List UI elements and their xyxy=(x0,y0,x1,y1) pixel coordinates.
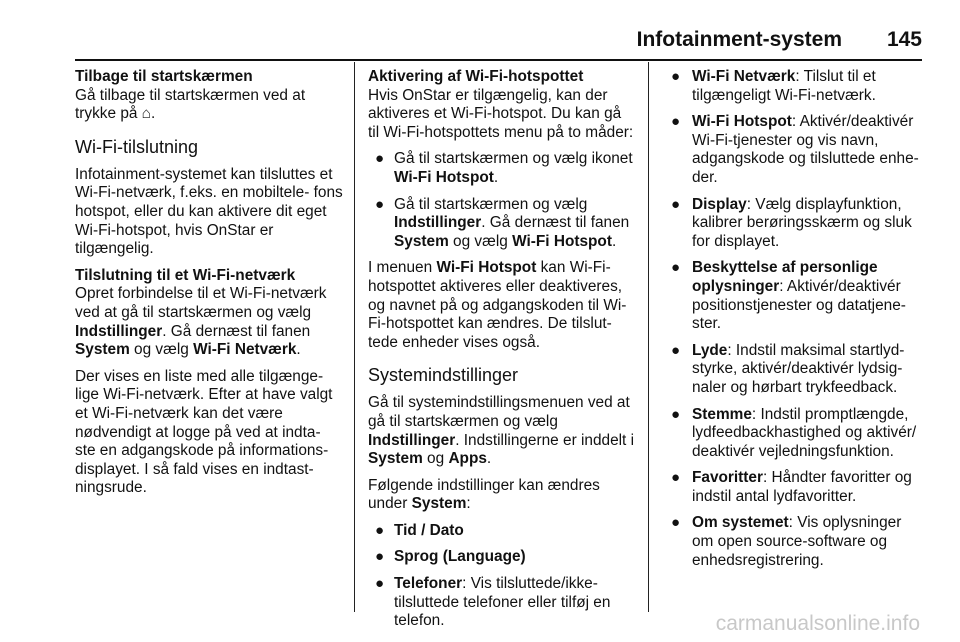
list-item: ● Favoritter: Håndter favoritter og indstil antal lydfavoritter. xyxy=(671,469,912,505)
list-item: ● Gå til startskærmen og vælg ikonet Wi-Fi Hotspot. xyxy=(375,150,633,186)
list-item: ● Wi-Fi Netværk: Tilslut til et tilgængeligt Wi-Fi-netværk. xyxy=(671,68,876,104)
paragraph-network-list: Der vises en liste med alle tilgænge- lige Wi-Fi-netværk. Efter at have valgt et Wi-Fi-netværk kan det være nødvendigt at logge på ved at indta- ste en adgangskode på informations- displayet. I så fald vises en indtast- ningsrude. xyxy=(75,367,333,497)
section-heading-system-settings: Systemindstillinger xyxy=(368,365,519,386)
list-item: ● Telefoner: Vis tilsluttede/ikke- tilsluttede telefoner eller tilføj en telefon. xyxy=(375,575,611,630)
list-item: ● Om systemet: Vis oplysninger om open source-software og enhedsregistrering. xyxy=(671,514,902,569)
bullet-icon: ● xyxy=(671,68,681,85)
column-divider-2 xyxy=(648,62,649,612)
bullet-icon: ● xyxy=(671,469,681,487)
list-item: ● Wi-Fi Hotspot: Aktivér/deaktivér Wi-Fi-tjenester og vis navn, adgangskode og tilsluttede enhe- der. xyxy=(671,113,919,186)
paragraph-settings-under-system: Følgende indstillinger kan ændres under System: xyxy=(368,476,600,513)
list-item: ● Tid / Dato xyxy=(375,521,464,539)
bullet-icon: ● xyxy=(375,575,385,593)
bullet-icon: ● xyxy=(375,150,385,168)
header-rule xyxy=(75,59,922,61)
bullet-icon: ● xyxy=(671,514,681,532)
bullet-icon: ● xyxy=(375,195,385,213)
section-heading-wifi: Wi-Fi-tilslutning xyxy=(75,136,199,157)
column-3 xyxy=(664,68,926,578)
list-item: ● Sprog (Language) xyxy=(375,548,526,566)
column-2 xyxy=(368,68,636,639)
hotspot-steps-list xyxy=(368,150,636,251)
paragraph-settings-menu: Gå til systemindstillingsmenuen ved at gå til startskærmen og vælg Indstillinger. Indstillingerne er inddelt i System og Apps. xyxy=(368,394,635,468)
watermark: carmanualsonline.info xyxy=(715,612,920,635)
bullet-icon: ● xyxy=(375,548,385,566)
list-item: ● Stemme: Indstil promptlængde, lydfeedbackhastighed og aktivér/ deaktivér vejledningsfunktion. xyxy=(671,405,917,460)
subheading-back-home: Tilbage til startskærmen xyxy=(75,68,253,85)
bullet-icon: ● xyxy=(671,113,681,131)
list-item: ● Lyde: Indstil maksimal startlyd- styrke, aktivér/deaktivér lydsig- naler og hørbart trykfeedback. xyxy=(671,341,905,396)
list-item: ● Beskyttelse af personlige oplysninger: Aktivér/deaktivér positionstjenester og datatjene- ster. xyxy=(671,259,906,333)
column-divider-1 xyxy=(354,62,355,612)
paragraph-wifi-intro: Infotainment-systemet kan tilsluttes et Wi-Fi-netværk, f.eks. en mobiltele- fons hotspot, eller du kan aktivere dit eget Wi-Fi-hotspot, hvis OnStar er tilgængelig. xyxy=(75,165,343,258)
paragraph-hotspot-intro: Hvis OnStar er tilgængelig, kan der aktiveres et Wi-Fi-hotspot. Du kan gå til Wi-Fi-hotspottets menu på to måder: xyxy=(368,86,634,141)
list-item: ● Display: Vælg displayfunktion, kalibrer berøringsskærm og sluk for displayet. xyxy=(671,195,912,250)
subheading-connect-wifi: Tilslutning til et Wi-Fi-netværk xyxy=(75,266,296,284)
bullet-icon: ● xyxy=(671,405,681,423)
bullet-icon: ● xyxy=(375,521,385,539)
list-item: ● Gå til startskærmen og vælg Indstillinger. Gå dernæst til fanen System og vælg Wi-Fi Hotspot. xyxy=(375,195,630,250)
paragraph-back-home: Gå tilbage til startskærmen ved at trykke på ⌂. xyxy=(75,86,306,123)
bullet-icon: ● xyxy=(671,195,681,213)
paragraph-connect-wifi: Opret forbindelse til et Wi-Fi-netværk ved at gå til startskærmen og vælg Indstillinger. Gå dernæst til fanen System og vælg Wi-Fi Netværk. xyxy=(75,285,327,359)
paragraph-hotspot-menu: I menuen Wi-Fi Hotspot kan Wi-Fi- hotspottet aktiveres eller deaktiveres, og navnet på og adgangskoden til Wi- Fi-hotspottet kan ændres. De tilslut- tede enheder vises også. xyxy=(368,259,627,351)
subheading-hotspot: Aktivering af Wi-Fi-hotspottet xyxy=(368,68,584,85)
bullet-icon: ● xyxy=(671,259,681,277)
page-title: Infotainment-system xyxy=(636,28,842,51)
page-header xyxy=(0,22,960,58)
system-settings-list-continued xyxy=(664,68,926,570)
bullet-icon: ● xyxy=(671,341,681,359)
page-number: 145 xyxy=(886,28,922,51)
column-1 xyxy=(75,68,343,506)
